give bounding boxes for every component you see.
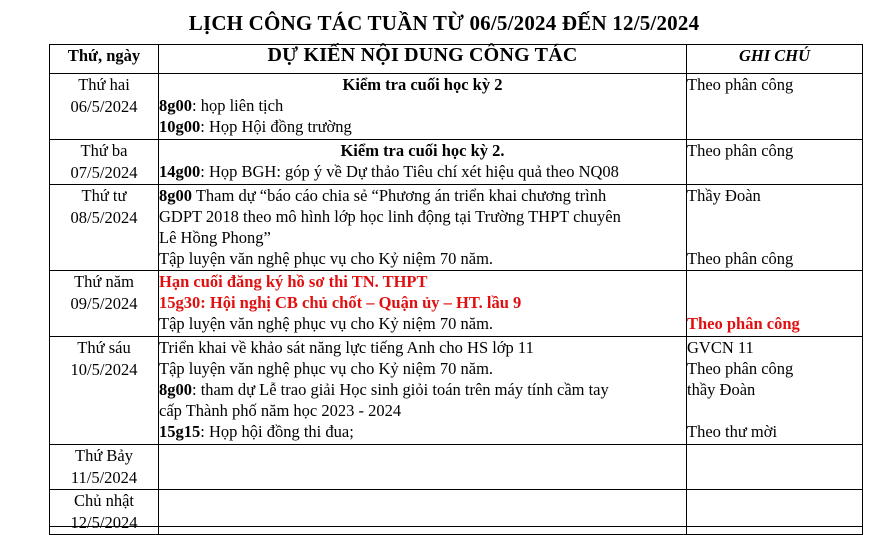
time-label: 8g00 <box>159 96 192 115</box>
day-date: 08/5/2024 <box>70 208 138 227</box>
note-cell <box>687 140 863 185</box>
note-text: Theo phân công <box>687 249 794 268</box>
day-name: Thứ ba <box>80 141 128 160</box>
time-label: 8g00 <box>159 380 192 399</box>
content-text: : Họp hội đồng thi đua; <box>200 422 354 441</box>
day-name: Thứ năm <box>74 272 134 291</box>
day-cell <box>50 337 159 445</box>
note-text: Theo phân công <box>687 359 794 378</box>
page-title: LỊCH CÔNG TÁC TUẦN TỪ 06/5/2024 ĐẾN 12/5/2024 <box>188 11 700 35</box>
note-cell <box>687 445 863 490</box>
day-cell <box>50 185 159 271</box>
day-cell <box>50 74 159 140</box>
day-name: Thứ Bảy <box>75 446 133 465</box>
header-row <box>50 45 863 74</box>
note-cell <box>687 337 863 445</box>
content-text: : Họp Hội đồng trường <box>200 117 352 136</box>
content-heading: Kiểm tra cuối học kỳ 2 <box>342 75 503 94</box>
note-text: Theo thư mời <box>687 422 778 441</box>
day-cell <box>50 140 159 185</box>
table-row <box>50 271 863 337</box>
time-label: 8g00 <box>159 186 192 205</box>
note-spacer <box>687 400 862 421</box>
day-name: Thứ hai <box>78 75 130 94</box>
header-day: Thứ, ngày <box>50 45 159 74</box>
note-text: Thầy Đoàn <box>687 186 761 205</box>
note-text: Theo phân công <box>687 75 794 94</box>
note-text: thầy Đoàn <box>687 380 756 399</box>
header-note: GHI CHÚ <box>687 45 863 74</box>
note-cell <box>687 185 863 271</box>
content-text: Tham dự “báo cáo chia sẻ “Phương án triển khai chương trình <box>192 186 607 205</box>
table-row <box>50 140 863 185</box>
day-date: 09/5/2024 <box>70 294 138 313</box>
schedule-table <box>49 44 863 535</box>
content-line <box>159 421 686 442</box>
content-line <box>159 379 686 400</box>
day-cell <box>50 445 159 490</box>
note-text: Theo phân công <box>687 141 794 160</box>
note-text: GVCN 11 <box>687 338 754 357</box>
content-line: cấp Thành phố năm học 2023 - 2024 <box>159 401 402 420</box>
table-row <box>50 337 863 445</box>
meeting-line: 15g30: Hội nghị CB chủ chốt – Quận ủy – HT. lầu 9 <box>159 293 522 312</box>
deadline-line: Hạn cuối đăng ký hồ sơ thi TN. THPT <box>159 272 428 291</box>
content-cell <box>159 140 687 185</box>
table-row <box>50 185 863 271</box>
day-name: Thứ sáu <box>77 338 131 357</box>
time-label: 14g00 <box>159 162 201 181</box>
content-text: : họp liên tịch <box>192 96 284 115</box>
time-label: 10g00 <box>159 117 201 136</box>
content-cell <box>159 74 687 140</box>
note-cell <box>687 271 863 337</box>
content-line: Tập luyện văn nghệ phục vụ cho Kỷ niệm 70 năm. <box>159 249 494 268</box>
content-line <box>159 161 686 182</box>
table-row <box>50 445 863 490</box>
content-cell <box>159 185 687 271</box>
day-date: 12/5/2024 <box>70 513 138 532</box>
content-line: GDPT 2018 theo mô hình lớp học linh động tại Trường THPT chuyên <box>159 207 621 226</box>
content-text: : tham dự Lễ trao giải Học sinh giỏi toán trên máy tính cầm tay <box>192 380 609 399</box>
note-spacer <box>687 271 862 292</box>
note-cell <box>687 74 863 140</box>
day-name: Thứ tư <box>81 186 127 205</box>
content-text: : Họp BGH: góp ý về Dự thảo Tiêu chí xét hiệu quả theo NQ08 <box>200 162 619 181</box>
content-cell <box>159 445 687 490</box>
content-heading: Kiểm tra cuối học kỳ 2. <box>340 141 505 160</box>
day-cell <box>50 271 159 337</box>
content-line: Tập luyện văn nghệ phục vụ cho Kỷ niệm 70 năm. <box>159 359 494 378</box>
content-line <box>159 116 686 137</box>
content-line: Triển khai về khảo sát năng lực tiếng Anh cho HS lớp 11 <box>159 338 534 357</box>
table-row <box>50 74 863 140</box>
content-line: Lê Hồng Phong” <box>159 228 271 247</box>
content-line: Tập luyện văn nghệ phục vụ cho Kỷ niệm 70 năm. <box>159 314 494 333</box>
day-date: 11/5/2024 <box>70 468 138 487</box>
day-date: 10/5/2024 <box>70 360 138 379</box>
note-spacer <box>687 227 862 248</box>
note-spacer <box>687 292 862 313</box>
content-cell <box>159 337 687 445</box>
day-date: 06/5/2024 <box>70 97 138 116</box>
time-label: 15g15 <box>159 422 201 441</box>
content-cell <box>159 271 687 337</box>
note-spacer <box>687 206 862 227</box>
day-date: 07/5/2024 <box>70 163 138 182</box>
day-name: Chủ nhật <box>73 491 135 510</box>
content-line <box>159 95 686 116</box>
content-line <box>159 185 686 206</box>
note-text: Theo phân công <box>687 314 800 333</box>
header-content: DỰ KIẾN NỘI DUNG CÔNG TÁC <box>159 45 687 74</box>
